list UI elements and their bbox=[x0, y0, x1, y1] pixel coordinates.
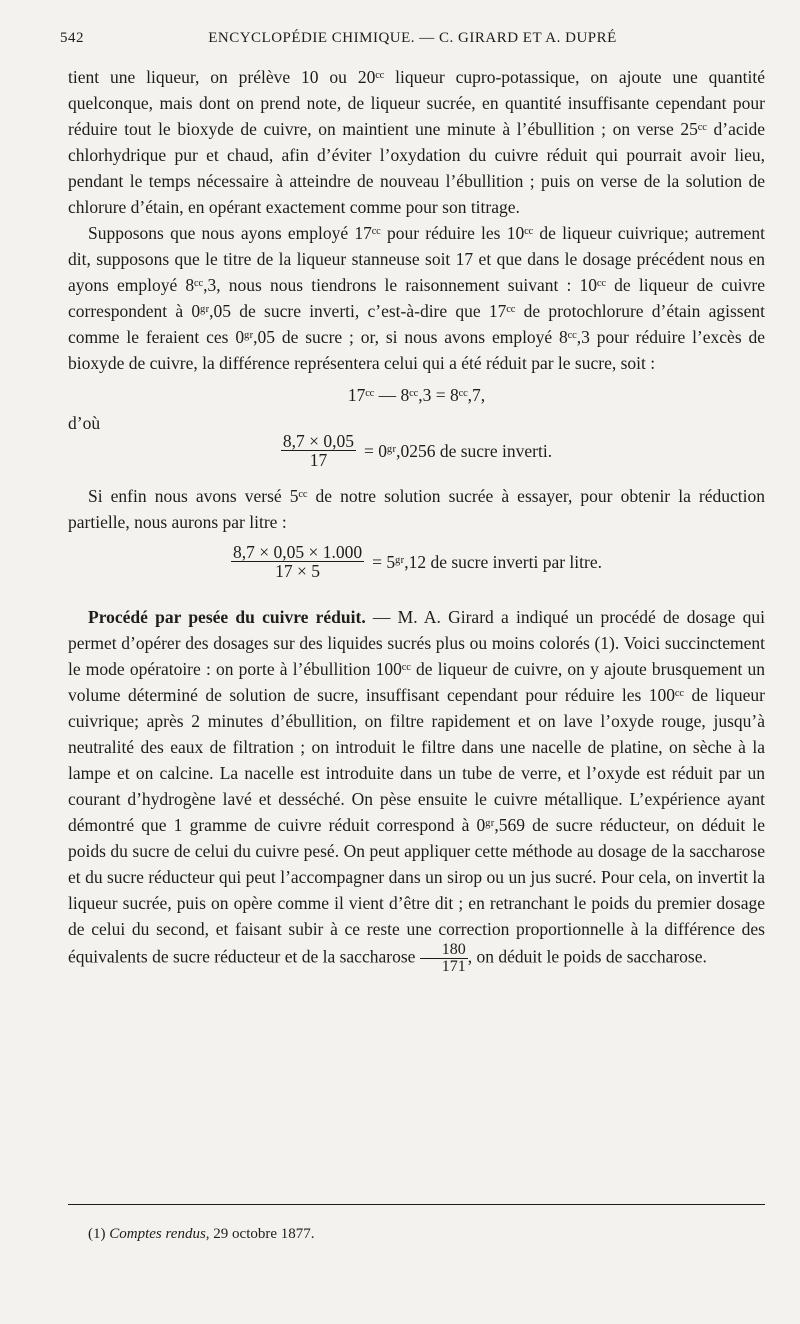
footnote-divider bbox=[68, 1204, 765, 1205]
equivalents-denominator: 171 bbox=[441, 958, 466, 975]
paragraph-4-tail: , on déduit le poids de saccharose. bbox=[467, 946, 707, 967]
equation-3-result: = 5ᵍʳ,12 de sucre inverti par litre. bbox=[372, 551, 602, 572]
paragraph-4-text: — M. A. Girard a indiqué un procédé de dosage qui permet d’opérer des dosages sur des liquides sucrés plus ou moins colorés (1). Voici succinctement le mode opératoire : on porte à l’ébullition 100ᶜᶜ de liqueur de cuivre, on y ajoute brusquement un volume déterminé de solution de sucre, insuffisant cependant pour réduire les 100ᶜᶜ de liqueur cuivrique; après 2 minutes d’ébullition, on filtre rapidement et on lave l’oxyde rouge, jusqu’à neutralité des eaux de filtration ; on introduit le filtre dans une nacelle de platine, on sèche à la lampe et on calcine. La nacelle est introduite dans un tube de verre, et l’oxyde est réduit par un courant d’hydrogène lavé et desséché. On pèse ensuite le cuivre métallique. L’expérience ayant démontré que 1 gramme de cuivre réduit correspond à 0ᵍʳ,569 de sucre réducteur, on déduit le poids du sucre de celui du cuivre pesé. On peut appliquer cette méthode au dosage de la saccharose et du sucre réducteur qui peut l’accompagner dans un sirop ou un jus sucré. Pour cela, on invertit la liqueur sucrée, puis on opère comme il vient d’être dit ; en retranchant le poids du premier dosage de celui du second, et faisant subir à ce reste une correction proportionnelle à la différence des équivalents de sucre réducteur et de la saccharose bbox=[68, 607, 765, 967]
equivalents-fraction bbox=[420, 942, 468, 975]
equation-1: 17ᶜᶜ — 8ᶜᶜ,3 = 8ᶜᶜ,7, bbox=[347, 385, 486, 405]
footnote-date: , 29 octobre 1877. bbox=[205, 1226, 315, 1242]
equation-3 bbox=[68, 543, 765, 580]
equation-2-numerator: 8,7 × 0,05 bbox=[282, 431, 355, 451]
equation-3-fraction bbox=[231, 543, 364, 580]
dou-label: d’où bbox=[68, 413, 101, 433]
equivalents-numerator: 180 bbox=[420, 942, 468, 959]
paragraph-2: Supposons que nous ayons employé 17ᶜᶜ pour réduire les 10ᶜᶜ de liqueur cuivrique; autrement dit, supposons que le titre de la liqueur stanneuse soit 17 et que dans le dosage précédent nous en ayons employé 8ᶜᶜ,3, nous nous tiendrons le raisonnement suivant : 10ᶜᶜ de liqueur de cuivre correspondent à 0ᵍʳ,05 de sucre inverti, c’est-à-dire que 17ᶜᶜ de protochlorure d’étain agissent comme le feraient ces 0ᵍʳ,05 de sucre ; or, si nous avons employé 8ᶜᶜ,3 pour réduire l’excès de bioxyde de cuivre, la différence représentera celui qui a été réduit par le sucre, soit : bbox=[68, 223, 765, 373]
footnote-marker: (1) bbox=[88, 1226, 106, 1242]
equation-2-fraction bbox=[281, 432, 356, 469]
footnote-source: Comptes rendus bbox=[109, 1226, 206, 1242]
equation-2 bbox=[68, 432, 765, 469]
equation-3-denominator: 17 × 5 bbox=[275, 561, 321, 581]
paragraph-4 bbox=[68, 604, 765, 975]
running-title: ENCYCLOPÉDIE CHIMIQUE. — C. GIRARD ET A. DUPRÉ bbox=[208, 30, 617, 46]
page-number: 542 bbox=[60, 30, 84, 46]
section-heading: Procédé par pesée du cuivre réduit. bbox=[88, 607, 366, 627]
footnote bbox=[88, 1226, 315, 1243]
equation-3-numerator: 8,7 × 0,05 × 1.000 bbox=[233, 542, 363, 562]
equation-2-denominator: 17 bbox=[309, 450, 328, 470]
page-body bbox=[68, 64, 765, 975]
paragraph-1: tient une liqueur, on prélève 10 ou 20ᶜᶜ liqueur cupro-potassique, on ajoute une quantité quelconque, mais dont on prend note, de liqueur sucrée, en quantité insuffisante cependant pour réduire tout le bioxyde de cuivre, on maintient une minute à l’ébullition ; on verse 25ᶜᶜ d’acide chlorhydrique pur et chaud, afin d’éviter l’oxydation du cuivre réduit qui pourrait avoir lieu, pendant le temps nécessaire à atteindre de nouveau l’ébullition ; puis on verse de la solution de chlorure d’étain, en opérant exactement comme pour son titrage. bbox=[68, 67, 765, 217]
paragraph-3: Si enfin nous avons versé 5ᶜᶜ de notre solution sucrée à essayer, pour obtenir la réduction partielle, nous aurons par litre : bbox=[68, 486, 765, 532]
equation-2-result: = 0ᵍʳ,0256 de sucre inverti. bbox=[364, 440, 553, 461]
